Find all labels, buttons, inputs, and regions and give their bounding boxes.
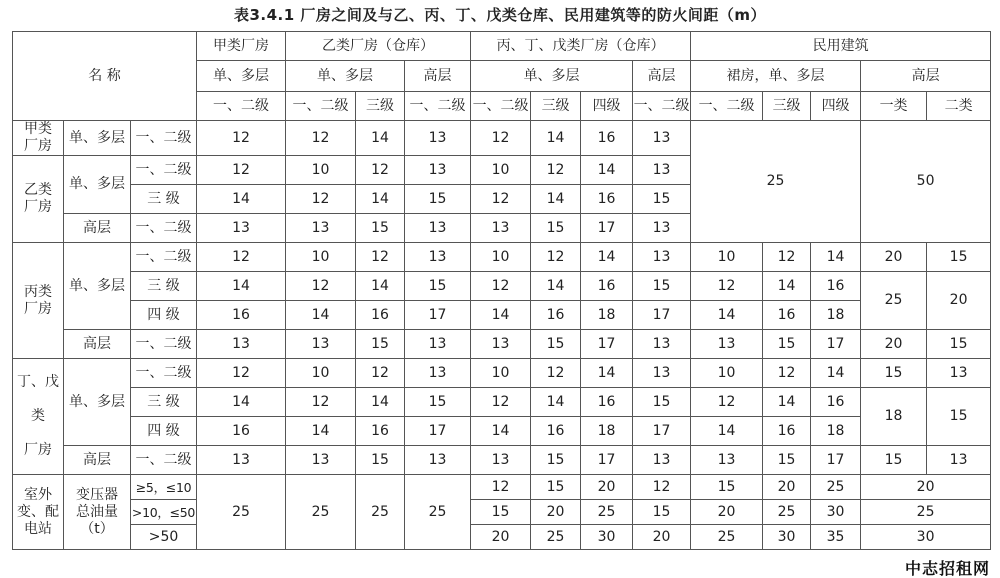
table-cell: 17	[811, 446, 861, 475]
table-cell: 25	[356, 475, 405, 550]
table-cell: 15	[531, 330, 581, 359]
header-cell: 高层	[633, 61, 691, 92]
table-cell: 25	[811, 475, 861, 500]
table-cell: 一、二级	[131, 446, 197, 475]
table-cell: 三 级	[131, 185, 197, 214]
table-cell: 12	[197, 156, 286, 185]
header-cell: 一、二级	[197, 92, 286, 121]
table-cell: 四 级	[131, 301, 197, 330]
table-cell: 16	[581, 272, 633, 301]
table-cell: 12	[471, 388, 531, 417]
table-cell: 15	[471, 500, 531, 525]
table-cell: 17	[633, 301, 691, 330]
table-row	[13, 301, 991, 330]
table-cell: 15	[531, 214, 581, 243]
table-cell: 20	[861, 330, 927, 359]
table-cell: 14	[763, 388, 811, 417]
table-cell: 13	[691, 330, 763, 359]
table-cell: 18	[811, 417, 861, 446]
table-cell: 12	[763, 359, 811, 388]
table-cell: 14	[471, 417, 531, 446]
table-cell: 13	[633, 330, 691, 359]
watermark: 中志招租网	[904, 559, 990, 578]
table-cell: 14	[531, 272, 581, 301]
fire-separation-distance-table	[12, 31, 991, 550]
table-cell: 13	[633, 214, 691, 243]
table-row	[13, 243, 991, 272]
table-row	[13, 121, 991, 156]
table-cell: 25	[531, 525, 581, 550]
table-cell: 20	[927, 272, 991, 330]
table-cell: 14	[197, 388, 286, 417]
header-cell: 一、二级	[633, 92, 691, 121]
header-cell: 高层	[405, 61, 471, 92]
table-row	[13, 388, 991, 417]
table-cell: 丙类 厂房	[13, 243, 64, 359]
table-cell: 14	[197, 272, 286, 301]
table-cell: 16	[811, 388, 861, 417]
table-cell: 14	[581, 359, 633, 388]
header-cell: 单、多层	[197, 61, 286, 92]
table-cell: 14	[286, 417, 356, 446]
table-cell: 14	[356, 388, 405, 417]
header-cell: 裙房，单、多层	[691, 61, 861, 92]
table-cell: 15	[861, 446, 927, 475]
table-cell: 13	[633, 156, 691, 185]
table-cell: 13	[286, 446, 356, 475]
table-cell: 15	[927, 243, 991, 272]
table-cell: 12	[356, 156, 405, 185]
table-cell: 15	[356, 214, 405, 243]
table-cell: 13	[927, 446, 991, 475]
table-cell: 17	[581, 446, 633, 475]
table-cell: 15	[405, 388, 471, 417]
table-cell: 14	[356, 185, 405, 214]
table-cell: 13	[405, 330, 471, 359]
table-row	[13, 525, 991, 550]
table-cell: 13	[405, 156, 471, 185]
table-cell: 20	[691, 500, 763, 525]
table-cell: 12	[691, 388, 763, 417]
table-cell: 25	[861, 272, 927, 330]
table-cell: 25	[286, 475, 356, 550]
table-cell: 12	[286, 272, 356, 301]
table-cell: 50	[861, 121, 991, 243]
table-cell: 14	[471, 301, 531, 330]
table-cell: 13	[286, 330, 356, 359]
table-cell: 13	[633, 121, 691, 156]
table-cell: 16	[531, 417, 581, 446]
table-cell: 12	[471, 185, 531, 214]
table-cell: 12	[633, 475, 691, 500]
header-cell: 一、二级	[471, 92, 531, 121]
table-cell: 25	[581, 500, 633, 525]
table-cell: 13	[471, 330, 531, 359]
table-cell: 13	[405, 243, 471, 272]
table-cell: 一、二级	[131, 243, 197, 272]
table-cell: 13	[633, 359, 691, 388]
table-cell: 17	[405, 417, 471, 446]
table-cell: 13	[405, 214, 471, 243]
table-cell: 四 级	[131, 417, 197, 446]
table-cell: 16	[581, 388, 633, 417]
table-cell: 17	[811, 330, 861, 359]
table-cell: 14	[197, 185, 286, 214]
table-row	[13, 272, 991, 301]
table-row	[13, 330, 991, 359]
table-cell: 15	[405, 272, 471, 301]
table-cell: 18	[861, 388, 927, 446]
table-cell: 12	[197, 243, 286, 272]
header-cell: 一、二级	[405, 92, 471, 121]
table-cell: 20	[763, 475, 811, 500]
table-cell: 13	[197, 330, 286, 359]
header-cell: 名 称	[13, 32, 197, 121]
table-cell: 15	[691, 475, 763, 500]
table-cell: 13	[633, 243, 691, 272]
table-cell: 16	[197, 301, 286, 330]
table-cell: 15	[927, 330, 991, 359]
table-cell: 17	[581, 214, 633, 243]
table-row	[13, 446, 991, 475]
table-cell: 12	[531, 243, 581, 272]
table-cell: 13	[471, 446, 531, 475]
table-cell: 10	[691, 243, 763, 272]
table-cell: >10，≤50	[131, 500, 197, 525]
table-cell: 30	[581, 525, 633, 550]
table-cell: 16	[763, 301, 811, 330]
table-cell: 12	[286, 185, 356, 214]
table-cell: 18	[581, 417, 633, 446]
table-cell: 室外 变、配 电站	[13, 475, 64, 550]
header-cell: 三级	[531, 92, 581, 121]
table-cell: 单、多层	[64, 121, 131, 156]
table-cell: 16	[581, 121, 633, 156]
table-cell: 13	[691, 446, 763, 475]
table-cell: 25	[197, 475, 286, 550]
table-cell: 乙类 厂房	[13, 156, 64, 243]
table-cell: 16	[356, 301, 405, 330]
header-cell: 二类	[927, 92, 991, 121]
header-cell: 丙、丁、戊类厂房（仓库）	[471, 32, 691, 61]
table-cell: 12	[197, 121, 286, 156]
table-cell: 17	[633, 417, 691, 446]
table-cell: 13	[405, 121, 471, 156]
table-cell: 15	[927, 388, 991, 446]
table-cell: 14	[811, 359, 861, 388]
table-cell: 12	[286, 121, 356, 156]
table-cell: 15	[356, 446, 405, 475]
table-cell: 15	[356, 330, 405, 359]
table-cell: 16	[811, 272, 861, 301]
table-cell: 10	[286, 243, 356, 272]
table-cell: 一、二级	[131, 359, 197, 388]
table-cell: 12	[356, 243, 405, 272]
table-cell: 14	[691, 301, 763, 330]
header-cell: 一、二级	[286, 92, 356, 121]
table-cell: 高层	[64, 330, 131, 359]
table-cell: 20	[581, 475, 633, 500]
table-cell: 一、二级	[131, 156, 197, 185]
table-cell: 25	[691, 525, 763, 550]
table-cell: 18	[811, 301, 861, 330]
table-cell: 30	[811, 500, 861, 525]
table-cell: 14	[356, 272, 405, 301]
table-cell: 17	[405, 301, 471, 330]
table-cell: 12	[356, 359, 405, 388]
table-cell: 25	[763, 500, 811, 525]
table-cell: 丁、戊 类 厂房	[13, 359, 64, 475]
table-cell: 15	[861, 359, 927, 388]
table-cell: 13	[471, 214, 531, 243]
table-cell: 15	[633, 388, 691, 417]
table-cell: 20	[633, 525, 691, 550]
table-cell: 10	[286, 359, 356, 388]
table-cell: 14	[356, 121, 405, 156]
header-cell: 乙类厂房（仓库）	[286, 32, 471, 61]
header-cell: 民用建筑	[691, 32, 991, 61]
table-cell: 三 级	[131, 272, 197, 301]
table-cell: 13	[405, 359, 471, 388]
table-cell: 13	[197, 446, 286, 475]
header-cell: 高层	[861, 61, 991, 92]
table-cell: 15	[633, 272, 691, 301]
table-cell: 13	[286, 214, 356, 243]
table-cell: 12	[286, 388, 356, 417]
table-row	[13, 500, 991, 525]
header-row	[13, 32, 991, 61]
table-cell: 12	[471, 272, 531, 301]
table-cell: 14	[763, 272, 811, 301]
table-cell: 18	[581, 301, 633, 330]
table-cell: >50	[131, 525, 197, 550]
table-cell: 一、二级	[131, 330, 197, 359]
table-cell: 12	[763, 243, 811, 272]
table-cell: 变压器 总油量 （t）	[64, 475, 131, 550]
table-cell: 12	[691, 272, 763, 301]
table-cell: 35	[811, 525, 861, 550]
table-cell: 10	[471, 156, 531, 185]
table-row	[13, 475, 991, 500]
table-cell: 20	[861, 475, 991, 500]
table-cell: 14	[286, 301, 356, 330]
header-cell: 一、二级	[691, 92, 763, 121]
header-cell: 一类	[861, 92, 927, 121]
header-cell: 单、多层	[286, 61, 405, 92]
table-cell: 13	[633, 446, 691, 475]
table-cell: 单、多层	[64, 156, 131, 214]
table-cell: 10	[471, 243, 531, 272]
table-cell: 15	[531, 475, 581, 500]
table-cell: 30	[861, 525, 991, 550]
table-cell: 15	[763, 330, 811, 359]
table-cell: 单、多层	[64, 243, 131, 330]
header-cell: 四级	[811, 92, 861, 121]
table-cell: 12	[531, 156, 581, 185]
table-cell: 甲类 厂房	[13, 121, 64, 156]
table-cell: 16	[356, 417, 405, 446]
table-cell: 10	[471, 359, 531, 388]
table-cell: 14	[531, 185, 581, 214]
table-cell: 14	[581, 156, 633, 185]
table-cell: 16	[531, 301, 581, 330]
table-cell: 14	[531, 121, 581, 156]
table-cell: 20	[861, 243, 927, 272]
table-cell: 25	[691, 121, 861, 243]
table-cell: 15	[531, 446, 581, 475]
table-cell: 12	[471, 475, 531, 500]
table-cell: 14	[691, 417, 763, 446]
table-cell: 13	[927, 359, 991, 388]
table-cell: 12	[531, 359, 581, 388]
table-cell: 25	[405, 475, 471, 550]
table-cell: 一、二级	[131, 121, 197, 156]
table-cell: 12	[471, 121, 531, 156]
table-cell: 15	[633, 185, 691, 214]
table-cell: 高层	[64, 446, 131, 475]
table-cell: 15	[405, 185, 471, 214]
table-cell: 16	[581, 185, 633, 214]
header-cell: 三级	[356, 92, 405, 121]
table-cell: 13	[405, 446, 471, 475]
table-cell: 三 级	[131, 388, 197, 417]
table-cell: 10	[286, 156, 356, 185]
table-cell: 30	[763, 525, 811, 550]
header-cell: 四级	[581, 92, 633, 121]
table-cell: 20	[471, 525, 531, 550]
table-cell: 10	[691, 359, 763, 388]
table-cell: 17	[581, 330, 633, 359]
table-cell: 15	[633, 500, 691, 525]
table-cell: 25	[861, 500, 991, 525]
table-cell: 12	[197, 359, 286, 388]
table-title: 表3.4.1 厂房之间及与乙、丙、丁、戊类仓库、民用建筑等的防火间距（m）	[233, 6, 767, 24]
table-cell: 高层	[64, 214, 131, 243]
header-cell: 单、多层	[471, 61, 633, 92]
table-row	[13, 359, 991, 388]
table-cell: 14	[811, 243, 861, 272]
table-cell: 14	[531, 388, 581, 417]
table-cell: ≥5，≤10	[131, 475, 197, 500]
table-cell: 13	[197, 214, 286, 243]
header-cell: 甲类厂房	[197, 32, 286, 61]
table-cell: 单、多层	[64, 359, 131, 446]
header-cell: 三级	[763, 92, 811, 121]
table-cell: 15	[763, 446, 811, 475]
table-cell: 16	[197, 417, 286, 446]
table-cell: 一、二级	[131, 214, 197, 243]
table-cell: 20	[531, 500, 581, 525]
table-cell: 14	[581, 243, 633, 272]
table-cell: 16	[763, 417, 811, 446]
table-row	[13, 417, 991, 446]
